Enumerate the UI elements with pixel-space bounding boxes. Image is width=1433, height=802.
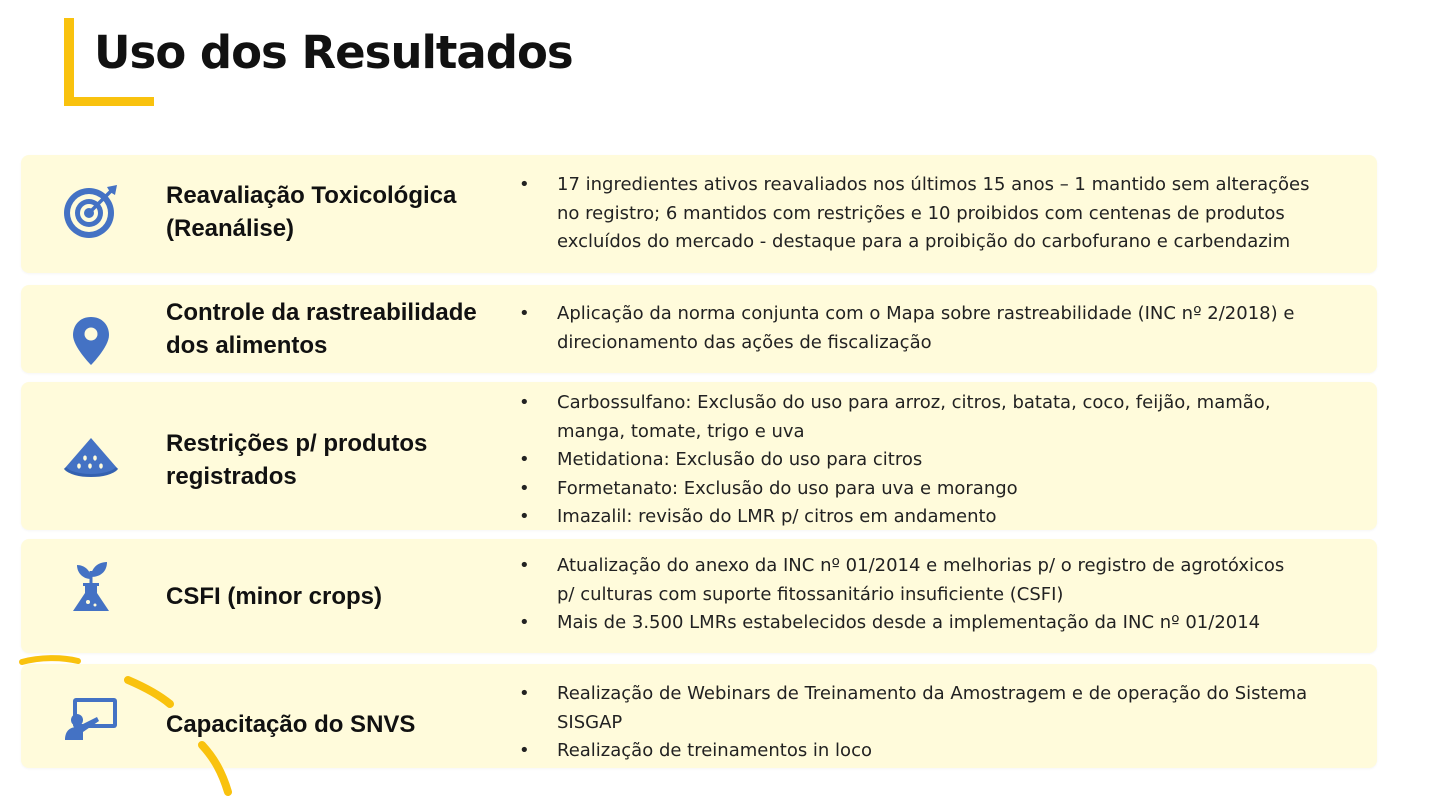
flask-plant-icon [61, 557, 121, 617]
bullet-item: • Carbossulfano: Exclusão do uso para arroz, citros, batata, coco, feijão, mamão, manga, tomate, trigo e uva [517, 389, 1367, 446]
row-label: Reavaliação Toxicológica (Reanálise) [166, 182, 457, 242]
row-label: Capacitação do SNVS [166, 711, 416, 738]
watermelon-icon [61, 428, 121, 488]
bullet-item: • Mais de 3.500 LMRs estabelecidos desde a implementação da INC nº 01/2014 [517, 609, 1367, 638]
result-row-rastreabilidade [21, 285, 1377, 373]
bullet-item: • Metidationa: Exclusão do uso para citros [517, 446, 1367, 475]
result-row-capacitacao [21, 664, 1377, 768]
result-row-restricoes [21, 382, 1377, 530]
bullet-item: • Atualização do anexo da INC nº 01/2014 e melhorias p/ o registro de agrotóxicos p/ culturas com suporte fitossanitário insuficiente (CSFI) [517, 552, 1367, 609]
presenter-board-icon [61, 690, 121, 750]
row-bullets [517, 552, 1367, 638]
bullet-item: • Formetanato: Exclusão do uso para uva e morango [517, 475, 1367, 504]
row-label: Controle da rastreabilidade dos alimentos [166, 299, 477, 359]
bullet-item: • Imazalil: revisão do LMR p/ citros em andamento [517, 503, 1367, 532]
result-row-csfi [21, 539, 1377, 653]
bullet-item: • Realização de Webinars de Treinamento da Amostragem e de operação do Sistema SISGAP [517, 680, 1367, 737]
bullet-item: • 17 ingredientes ativos reavaliados nos últimos 15 anos – 1 mantido sem alterações no registro; 6 mantidos com restrições e 10 proibidos com centenas de produtos excluídos do mercado - destaque para a proibição do carbofurano e carbendazim [517, 171, 1367, 257]
title-accent-horizontal [64, 97, 154, 106]
bullet-item: • Aplicação da norma conjunta com o Mapa sobre rastreabilidade (INC nº 2/2018) e direcionamento das ações de fiscalização [517, 300, 1367, 357]
row-bullets [517, 389, 1367, 532]
row-bullets [517, 680, 1367, 766]
row-label: CSFI (minor crops) [166, 583, 383, 610]
row-bullets [517, 171, 1367, 257]
row-label: Restrições p/ produtos registrados [166, 430, 428, 490]
row-bullets [517, 300, 1367, 357]
title-accent-vertical [64, 18, 74, 106]
result-row-reavaliacao [21, 155, 1377, 273]
target-icon [61, 181, 121, 241]
map-pin-icon [61, 311, 121, 371]
page-title: Uso dos Resultados [94, 26, 573, 79]
bullet-item: • Realização de treinamentos in loco [517, 737, 1367, 766]
